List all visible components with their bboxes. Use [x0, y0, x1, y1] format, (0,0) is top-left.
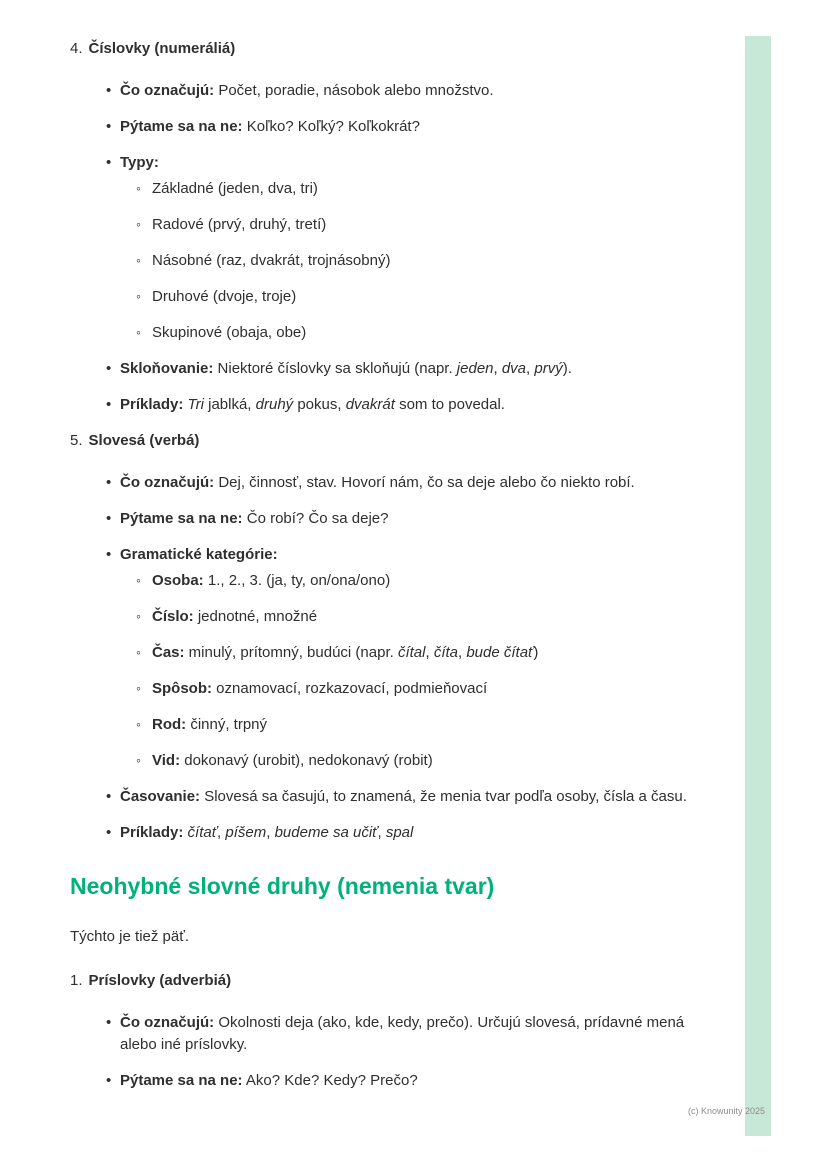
- text-segment: Násobné (raz, dvakrát, trojnásobný): [152, 252, 391, 269]
- text-segment: spal: [385, 824, 414, 841]
- circle-marker-icon: ◦: [136, 216, 141, 232]
- text-segment: dva: [501, 360, 527, 377]
- bullet-item: [70, 116, 712, 138]
- item-text: [120, 82, 494, 99]
- text-segment: jednotné, množné: [193, 608, 318, 625]
- item-text: [120, 118, 420, 135]
- text-segment: som to povedal.: [394, 396, 505, 413]
- text-segment: Typy:: [120, 154, 159, 171]
- text-segment: oznamovací, rozkazovací, podmieňovací: [212, 680, 488, 697]
- numbered-list-item: [70, 430, 712, 452]
- sub-bullet-item: [70, 570, 712, 592]
- text-segment: Koľko? Koľký? Koľkokrát?: [242, 118, 420, 135]
- text-segment: Radové (prvý, druhý, tretí): [152, 216, 327, 233]
- text-segment: Čo označujú:: [120, 1014, 215, 1031]
- circle-marker-icon: ◦: [136, 252, 141, 268]
- text-segment: Okolnosti deja (ako, kde, kedy, prečo). Určujú slovesá, prídavné mená alebo iné príslovky.: [120, 1014, 685, 1053]
- item-text: [120, 510, 388, 527]
- bullet-marker-icon: •: [106, 788, 112, 805]
- bullet-marker-icon: •: [106, 824, 112, 841]
- page-accent-bar: [745, 36, 771, 1136]
- text-segment: Spôsob:: [152, 680, 212, 697]
- item-text: [120, 360, 572, 377]
- text-segment: druhý: [255, 396, 294, 413]
- text-segment: Čo označujú:: [120, 474, 215, 491]
- text-segment: Týchto je tiež päť.: [70, 928, 190, 945]
- bullet-item: [70, 394, 712, 416]
- footer-copyright: (c) Knowunity 2025: [688, 1106, 766, 1116]
- text-segment: Pýtame sa na ne:: [120, 1072, 243, 1089]
- text-segment: ,: [493, 360, 502, 377]
- text-segment: ,: [266, 824, 275, 841]
- item-text: [152, 608, 317, 625]
- item-number: 4.: [70, 40, 83, 57]
- text-segment: bude čítať: [466, 644, 534, 661]
- bullet-marker-icon: •: [106, 154, 112, 171]
- text-segment: ).: [562, 360, 572, 377]
- bullet-item: [70, 80, 712, 102]
- bullet-marker-icon: •: [106, 1014, 112, 1031]
- bullet-marker-icon: •: [106, 82, 112, 99]
- item-text: [152, 288, 296, 305]
- text-segment: pokus,: [293, 396, 346, 413]
- text-segment: Skloňovanie:: [120, 360, 214, 377]
- numbered-list-item: [70, 970, 712, 992]
- item-text: [152, 216, 326, 233]
- item-text: [120, 154, 159, 171]
- text-segment: Časovanie:: [120, 788, 201, 805]
- text-segment: Pýtame sa na ne:: [120, 510, 243, 527]
- text-segment: ,: [425, 644, 434, 661]
- circle-marker-icon: ◦: [136, 324, 141, 340]
- text-segment: píšem: [225, 824, 267, 841]
- text-segment: ,: [458, 644, 467, 661]
- text-segment: Číslovky (numeráliá): [88, 40, 236, 57]
- text-segment: číta: [433, 644, 458, 661]
- circle-marker-icon: ◦: [136, 680, 141, 696]
- text-segment: Čo robí? Čo sa deje?: [242, 510, 389, 527]
- text-segment: ): [533, 644, 539, 661]
- text-segment: Počet, poradie, násobok alebo množstvo.: [214, 82, 494, 99]
- sub-bullet-item: [70, 606, 712, 628]
- sub-bullet-item: [70, 714, 712, 736]
- text-segment: Pýtame sa na ne:: [120, 118, 243, 135]
- sub-bullet-item: [70, 250, 712, 272]
- bullet-marker-icon: •: [106, 474, 112, 491]
- item-text: [152, 324, 306, 341]
- bullet-marker-icon: •: [106, 360, 112, 377]
- item-text: [120, 474, 635, 491]
- sub-bullet-item: [70, 750, 712, 772]
- bullet-item: [70, 822, 712, 844]
- circle-marker-icon: ◦: [136, 572, 141, 588]
- text-segment: 1., 2., 3. (ja, ty, on/ona/ono): [203, 572, 391, 589]
- text-segment: Neohybné slovné druhy (nemenia tvar): [70, 873, 495, 899]
- text-segment: Rod:: [152, 716, 187, 733]
- sub-bullet-item: [70, 286, 712, 308]
- text-segment: Tri: [187, 396, 204, 413]
- item-text: [152, 252, 390, 269]
- section-heading: [70, 870, 712, 902]
- bullet-item: [70, 544, 712, 566]
- bullet-item: [70, 472, 712, 494]
- sub-bullet-item: [70, 214, 712, 236]
- text-segment: Čo označujú:: [120, 82, 215, 99]
- circle-marker-icon: ◦: [136, 180, 141, 196]
- bullet-marker-icon: •: [106, 510, 112, 527]
- text-segment: Vid:: [152, 752, 181, 769]
- text-segment: Druhové (dvoje, troje): [152, 288, 297, 305]
- text-segment: Príklady:: [120, 824, 184, 841]
- bullet-item: [70, 152, 712, 174]
- text-segment: Niektoré číslovky sa skloňujú (napr.: [213, 360, 457, 377]
- text-segment: ,: [217, 824, 226, 841]
- sub-bullet-item: [70, 322, 712, 344]
- text-segment: činný, trpný: [186, 716, 268, 733]
- text-segment: jablká,: [203, 396, 256, 413]
- text-segment: Slovesá sa časujú, to znamená, že menia tvar podľa osoby, čísla a času.: [200, 788, 687, 805]
- circle-marker-icon: ◦: [136, 752, 141, 768]
- paragraph: [70, 926, 712, 948]
- item-text: [120, 1072, 418, 1089]
- bullet-marker-icon: •: [106, 1072, 112, 1089]
- item-text: [152, 644, 538, 661]
- text-segment: minulý, prítomný, budúci (napr.: [184, 644, 398, 661]
- document-content: [70, 38, 712, 1106]
- text-segment: Osoba:: [152, 572, 204, 589]
- item-text: [152, 180, 318, 197]
- item-number: 1.: [70, 972, 83, 989]
- bullet-item: [70, 358, 712, 380]
- text-segment: Skupinové (obaja, obe): [152, 324, 307, 341]
- text-segment: Ako? Kde? Kedy? Prečo?: [242, 1072, 418, 1089]
- bullet-item: [70, 508, 712, 530]
- item-text: [152, 680, 487, 697]
- sub-bullet-item: [70, 678, 712, 700]
- bullet-item: [70, 786, 712, 808]
- circle-marker-icon: ◦: [136, 608, 141, 624]
- item-text: [120, 396, 505, 413]
- bullet-marker-icon: •: [106, 546, 112, 563]
- text-segment: jeden: [456, 360, 494, 377]
- text-segment: Číslo:: [152, 608, 194, 625]
- text-segment: Gramatické kategórie:: [120, 546, 278, 563]
- text-segment: čítal: [397, 644, 426, 661]
- item-text: [152, 716, 267, 733]
- item-text: [120, 824, 413, 841]
- text-segment: ,: [526, 360, 535, 377]
- text-segment: prvý: [534, 360, 563, 377]
- bullet-item: [70, 1012, 712, 1056]
- item-text: [120, 546, 278, 563]
- text-segment: Príslovky (adverbiá): [88, 972, 232, 989]
- text-segment: čítať: [187, 824, 218, 841]
- bullet-item: [70, 1070, 712, 1092]
- text-segment: Dej, činnosť, stav. Hovorí nám, čo sa deje alebo čo niekto robí.: [214, 474, 635, 491]
- item-text: [152, 572, 390, 589]
- sub-bullet-item: [70, 642, 712, 664]
- bullet-marker-icon: •: [106, 396, 112, 413]
- numbered-list-item: [70, 38, 712, 60]
- item-text: [152, 752, 433, 769]
- item-text: [120, 1014, 684, 1053]
- text-segment: dvakrát: [345, 396, 395, 413]
- text-segment: ,: [377, 824, 386, 841]
- text-segment: Slovesá (verbá): [88, 432, 200, 449]
- text-segment: Čas:: [152, 644, 185, 661]
- bullet-marker-icon: •: [106, 118, 112, 135]
- circle-marker-icon: ◦: [136, 716, 141, 732]
- text-segment: Základné (jeden, dva, tri): [152, 180, 318, 197]
- circle-marker-icon: ◦: [136, 288, 141, 304]
- item-text: [120, 788, 687, 805]
- text-segment: Príklady:: [120, 396, 184, 413]
- item-number: 5.: [70, 432, 83, 449]
- text-segment: budeme sa učiť: [274, 824, 378, 841]
- circle-marker-icon: ◦: [136, 644, 141, 660]
- sub-bullet-item: [70, 178, 712, 200]
- text-segment: dokonavý (urobit), nedokonavý (robit): [180, 752, 433, 769]
